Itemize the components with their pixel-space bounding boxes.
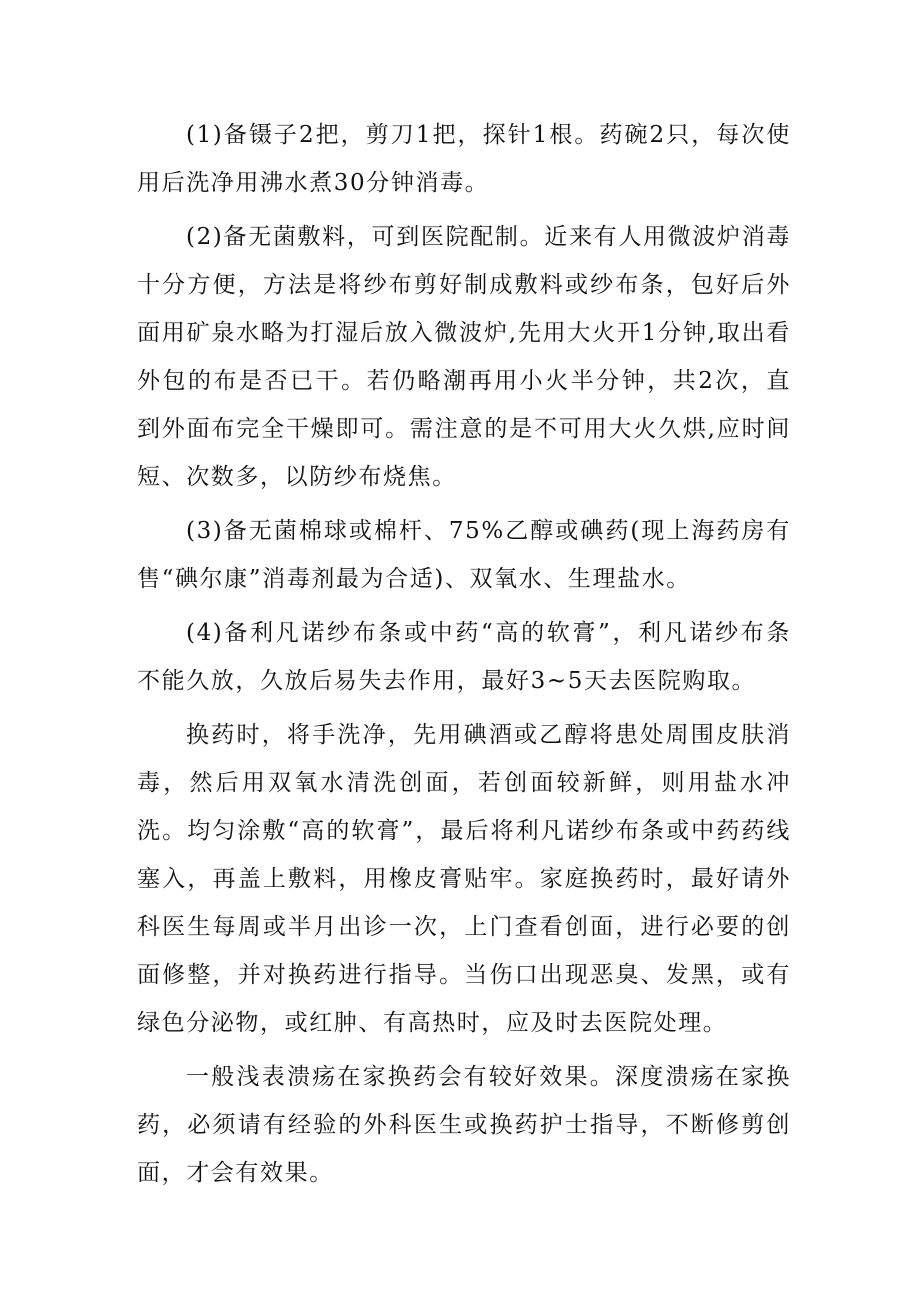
- paragraph-supplies-instruments: (1)备镊子2把，剪刀1把，探针1根。药碗2只，每次使用后洗净用沸水煮30分钟消毒。: [137, 122, 791, 196]
- paragraph-dressing-procedure: 换药时，将手洗净，先用碘酒或乙醇将患处周围皮肤消毒，然后用双氧水清洗创面，若创面较新鲜，则用盐水冲洗。均匀涂敷“高的软膏”，最后将利凡诺纱布条或中药药线塞入，再盖上敷料，用橡皮膏贴牢。家庭换药时，最好请外科医生每周或半月出诊一次，上门查看创面，进行必要的创面修整，并对换药进行指导。当伤口出现恶臭、发黑，或有绿色分泌物，或红肿、有高热时，应及时去医院处理。: [137, 722, 791, 1036]
- paragraph-conclusion: 一般浅表溃疡在家换药会有较好效果。深度溃疡在家换药，必须请有经验的外科医生或换药护士指导，不断修剪创面，才会有效果。: [137, 1064, 791, 1186]
- document-body: [137, 111, 791, 1203]
- paragraph-sterile-dressing: (2)备无菌敷料，可到医院配制。近来有人用微波炉消毒十分方便，方法是将纱布剪好制成敷料或纱布条，包好后外面用矿泉水略为打湿后放入微波炉,先用大火开1分钟,取出看外包的布是否已干。若仍略潮再用小火半分钟，共2次，直到外面布完全干燥即可。需注意的是不可用大火久烘,应时间短、次数多，以防纱布烧焦。: [137, 224, 791, 490]
- paragraph-gauze-ointment: (4)备利凡诺纱布条或中药“高的软膏”，利凡诺纱布条不能久放，久放后易失去作用，最好3~5天去医院购取。: [137, 620, 791, 694]
- paragraph-disinfectants: (3)备无菌棉球或棉杆、75%乙醇或碘药(现上海药房有售“碘尔康”消毒剂最为合适)、双氧水、生理盐水。: [137, 518, 791, 592]
